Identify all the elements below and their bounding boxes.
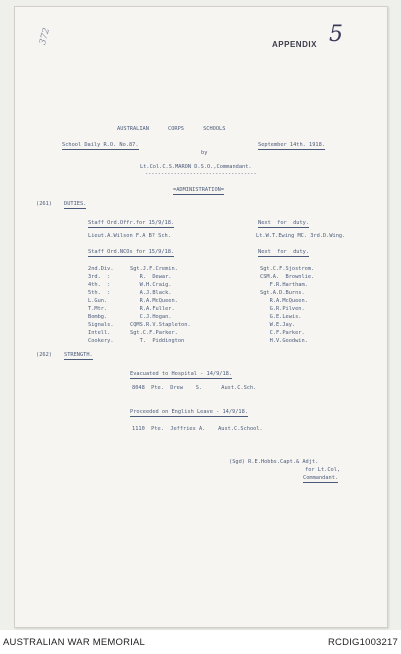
roster-unit: 5th. : [88, 290, 111, 296]
roster-unit: 2nd.Div. [88, 266, 114, 272]
roster-nco: Sgt.J.F.Cremin. [130, 266, 178, 272]
strength-heading: STRENGTH. [64, 352, 93, 358]
roster-unit: 4th. : [88, 282, 111, 288]
roster-next: W.E.Jay. [260, 322, 296, 328]
signature-for-line: for Lt.Col, [305, 467, 341, 473]
staff-officer-label: Staff Ord.Offr.for 15/9/18. [88, 220, 175, 226]
roster-next: Sgt.C.F.Sjostrom. [260, 266, 315, 272]
roster-next: C.F.Parker. [260, 330, 305, 336]
roster-unit: Cookery. [88, 338, 114, 344]
roster-unit: Signals. [88, 322, 114, 328]
roster-unit: 3rd. : [88, 274, 111, 280]
roster-nco: CQMS.R.V.Stapleton. [130, 322, 191, 328]
header-rule: ----------------------------------- [145, 171, 257, 177]
next-duty-label: Next for duty. [258, 220, 310, 226]
roster-nco: W.H.Craig. [130, 282, 172, 288]
roster-nco: A.J.Black. [130, 290, 172, 296]
signature-line: (Sgd) R.E.Hobbs.Capt.& Adjt. [229, 459, 319, 465]
appendix-label: APPENDIX [272, 40, 317, 49]
strength-number: (262) [36, 352, 52, 358]
roster-next: Sgt.A.D.Burns. [260, 290, 305, 296]
next-officer-value: Lt.W.T.Ewing MC. 3rd.D.Wing. [256, 233, 346, 239]
next-nco-label: Next for duty. [258, 249, 310, 255]
orders-date: September 14th. 1918. [258, 142, 325, 148]
section-heading: =ADMINISTRATION= [173, 187, 225, 193]
evacuated-heading: Evacuated to Hospital - 14/9/18. [130, 371, 233, 377]
roster-next: H.V.Goodwin. [260, 338, 308, 344]
staff-officer-value: Lieut.A.Wilson F.A B? Sch. [88, 233, 171, 239]
roster-next: CSM.A. Brownlie. [260, 274, 315, 280]
duties-heading: DUTIES. [64, 201, 87, 207]
evacuated-row: 8048 Pte. Drew S. Aust.C.Sch. [132, 385, 257, 391]
roster-unit: Intell. [88, 330, 111, 336]
roster-unit: T.Mtr. [88, 306, 108, 312]
roster-nco: R.A.Fuller. [130, 306, 175, 312]
roster-next: R.A.McQueen. [260, 298, 308, 304]
roster-next: F.R.Hartham. [260, 282, 308, 288]
commandant-line: Lt.Col.C.S.MARON D.S.O.,Commandant. [140, 164, 252, 170]
roster-nco: Sgt.C.F.Parker. [130, 330, 178, 336]
roster-unit: Bombg. [88, 314, 108, 320]
roster-nco: R. Dewar. [130, 274, 172, 280]
document-title: AUSTRALIAN CORPS SCHOOLS [117, 126, 226, 132]
roster-next: G.E.Lewis. [260, 314, 302, 320]
archive-label: AUSTRALIAN WAR MEMORIAL [3, 637, 146, 648]
staff-nco-label: Staff Ord.NCOs for 15/9/18. [88, 249, 175, 255]
folio-number: 372 [38, 26, 53, 47]
leave-heading: Proceeded on English Leave - 14/9/18. [130, 409, 248, 415]
orders-number: School Daily R.O. No.87. [62, 142, 139, 148]
roster-next: G.R.Pilven. [260, 306, 305, 312]
record-id: RCDIG1003217 [328, 637, 398, 648]
roster-nco: R.A.McQueen. [130, 298, 178, 304]
roster-nco: C.J.Hogan. [130, 314, 172, 320]
duties-number: (261) [36, 201, 52, 207]
leave-row: 1110 Pte. Jeffries A. Aust.C.School. [132, 426, 263, 432]
document-page [14, 6, 388, 628]
appendix-number: 5 [329, 22, 343, 47]
roster-unit: L.Gun. [88, 298, 108, 304]
roster-nco: T. Piddington [130, 338, 185, 344]
by-line: by [201, 150, 208, 156]
signature-title: Commandant. [303, 475, 339, 481]
